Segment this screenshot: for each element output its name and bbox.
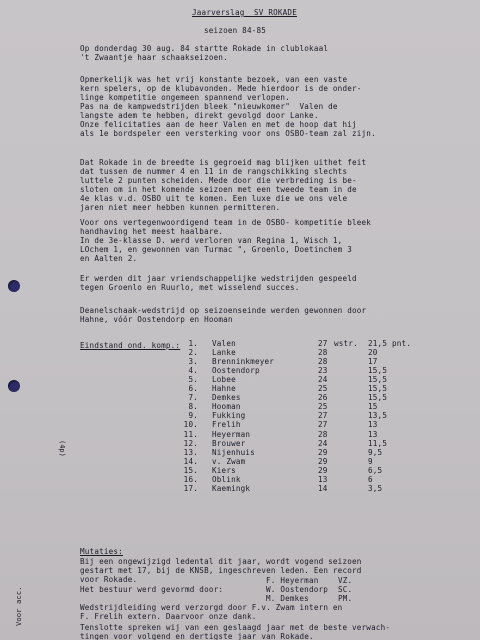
paragraph-3-line-6: jaren niet meer hebben kunnen permitteren. bbox=[80, 203, 281, 213]
mutaties-line-2: gestart met 17, bij de KNSB, ingeschreven leden. Een record bbox=[80, 566, 362, 575]
standings-points: 15 bbox=[368, 402, 378, 412]
standings-games: 27 bbox=[318, 339, 328, 348]
standings-games: 29 bbox=[318, 456, 328, 466]
paragraph-2-line-1: Opmerkelijk was het vrij konstante bezoek, van een vaste bbox=[80, 75, 348, 84]
standings-player-name: Nijenhuis bbox=[212, 447, 255, 457]
paragraph-4-line-3: In de 3e-klasse D. werd verloren van Regina 1, Wisch 1, bbox=[80, 236, 343, 246]
paragraph-3-line-2: dat tussen de nummer 4 en 11 in de rangschikking slechts bbox=[80, 167, 348, 177]
standings-games: 28 bbox=[318, 429, 328, 439]
paragraph-2-line-7: als 1e bordspeler een versterking voor ons OSBO-team zal zijn. bbox=[80, 129, 376, 139]
standings-player-name: Brenninkmeyer bbox=[212, 357, 275, 367]
bestuur-name-2: W. Oostendorp bbox=[266, 585, 329, 594]
standings-player-name: Kiers bbox=[212, 465, 236, 475]
standings-games: 27 bbox=[318, 411, 328, 421]
standings-games: 23 bbox=[318, 366, 328, 376]
standings-points: 20 bbox=[368, 348, 378, 358]
paragraph-4-line-4: LOchem 1, en gewonnen van Turmac ", Groenlo, Doetinchem 3 bbox=[80, 245, 352, 255]
standings-rank: 6. bbox=[188, 384, 198, 394]
standings-games: 25 bbox=[318, 402, 328, 412]
standings-points: 15,5 bbox=[368, 375, 388, 385]
standings-player-name: Brouwer bbox=[212, 438, 246, 448]
standings-games: 25 bbox=[318, 384, 328, 394]
standings-player-name: Hooman bbox=[212, 402, 241, 412]
standings-rank: 16. bbox=[183, 474, 198, 484]
bestuur-name-1: F. Heyerman bbox=[266, 576, 319, 585]
standings-player-name: Oblink bbox=[212, 474, 241, 484]
paragraph-4-line-1: Voor ons vertegenwoordigend team in de OSBO- kompetitie bleek bbox=[80, 218, 372, 227]
bestuur-role-2: SC. bbox=[338, 585, 353, 594]
season-line: seizoen 84-85 bbox=[204, 26, 267, 35]
bestuur-role-3: PM. bbox=[338, 594, 353, 603]
punch-hole-bottom bbox=[8, 380, 20, 392]
standings-points: 9,5 bbox=[368, 447, 383, 457]
closing-line-3: Tenslotte spreken wij van een geslaagd jaar met de beste verwach- bbox=[80, 623, 391, 632]
paragraph-4-line-2: handhaving het meest haalbare. bbox=[80, 227, 224, 237]
standings-player-name: Valen bbox=[212, 339, 236, 348]
standings-rank: 12. bbox=[183, 438, 198, 448]
punch-hole-top bbox=[8, 280, 20, 292]
paragraph-3-line-3: luttele 2 punten scheiden. Mede door die verbreding is be- bbox=[80, 176, 357, 186]
standings-games: 26 bbox=[318, 393, 328, 403]
paragraph-1-line-1: Op donderdag 30 aug. 84 startte Rokade in clublokaal bbox=[80, 44, 329, 53]
closing-line-4: tingen voor volgend en dertigste jaar van Rokade. bbox=[80, 632, 314, 640]
mutaties-line-1: Bij een ongewijzigd ledental dit jaar, wordt vogend seizoen bbox=[80, 557, 362, 566]
standings-rank: 17. bbox=[183, 483, 198, 493]
paragraph-1-line-2: 't Zwaantje haar schaakseizoen. bbox=[80, 53, 228, 63]
closing-line-2: F. Frelih extern. Daarvoor onze dank. bbox=[80, 612, 257, 621]
standings-games: 28 bbox=[318, 348, 328, 358]
standings-points: 3,5 bbox=[368, 483, 383, 493]
paragraph-4-line-5: en Aalten 2. bbox=[80, 254, 138, 264]
standings-player-name: Frelih bbox=[212, 420, 241, 430]
standings-player-name: Demkes bbox=[212, 393, 241, 403]
standings-points: 13 bbox=[368, 420, 378, 430]
standings-points: 6,5 bbox=[368, 465, 383, 475]
standings-rank: 5. bbox=[188, 375, 198, 385]
standings-heading: Eindstand ond. komp.: bbox=[80, 341, 181, 350]
standings-rank: 1. bbox=[188, 339, 198, 348]
standings-games: 29 bbox=[318, 447, 328, 457]
paragraph-2-line-4: Pas na de kampwedstrijden bleek "nieuwkomer" Valen de bbox=[80, 102, 338, 112]
paragraph-2-line-2: kern spelers, op de klubavonden. Mede hierdoor is de onder- bbox=[80, 84, 362, 94]
paragraph-2-line-3: linge kompetitie ongemeen spannend verlopen. bbox=[80, 93, 290, 103]
standings-player-name: v. Zwam bbox=[212, 456, 246, 466]
standings-points: 15,5 bbox=[368, 384, 388, 394]
paragraph-5-line-2: tegen Groenlo en Ruurlo, met wisselend succes. bbox=[80, 283, 300, 293]
standings-points: 9 bbox=[368, 456, 373, 466]
standings-player-name: Kaemingk bbox=[212, 483, 251, 493]
closing-line-1: Wedstrijdleiding werd verzorgd door F.v. Zwam intern en bbox=[80, 603, 343, 612]
standings-points-label: pnt. bbox=[392, 339, 412, 348]
standings-rank: 8. bbox=[188, 402, 198, 412]
paragraph-6-line-1: Deanelschaak-wedstrijd op seizoenseinde werden gewonnen door bbox=[80, 306, 367, 315]
standings-points: 13 bbox=[368, 429, 378, 439]
standings-games: 24 bbox=[318, 438, 328, 448]
standings-points: 15,5 bbox=[368, 393, 388, 403]
standings-player-name: Hahne bbox=[212, 384, 236, 394]
mutaties-heading: Mutaties: bbox=[80, 547, 123, 556]
paragraph-6-line-2: Hahne, vóór Oostendorp en Hooman bbox=[80, 315, 233, 325]
standings-rank: 11. bbox=[183, 429, 198, 439]
standings-games-label: wstr. bbox=[334, 339, 358, 348]
standings-rank: 7. bbox=[188, 393, 198, 403]
standings-rank: 3. bbox=[188, 357, 198, 367]
standings-rank: 4. bbox=[188, 366, 198, 376]
report-title: Jaarverslag SV ROKADE bbox=[192, 8, 297, 17]
standings-games: 27 bbox=[318, 420, 328, 430]
standings-games: 28 bbox=[318, 357, 328, 367]
standings-rank: 15. bbox=[183, 465, 198, 475]
paragraph-2-line-5: langste adem te hebben, direkt gevolgd door Lanke. bbox=[80, 111, 319, 121]
standings-points: 13,5 bbox=[368, 411, 388, 421]
standings-games: 13 bbox=[318, 474, 328, 484]
mutaties-line-3: voor Rokade. bbox=[80, 575, 138, 584]
margin-scribble: (4p) bbox=[58, 440, 66, 457]
standings-points: 15,5 bbox=[368, 366, 388, 376]
standings-rank: 2. bbox=[188, 348, 198, 358]
standings-points: 21,5 bbox=[368, 339, 388, 348]
bestuur-role-1: VZ. bbox=[338, 576, 353, 585]
standings-games: 24 bbox=[318, 375, 328, 385]
paragraph-5-line-1: Er werden dit jaar vriendschappelijke wedstrijden gespeeld bbox=[80, 274, 357, 283]
paragraph-3-line-5: 4e klas v.d. OSBO uit te komen. Een luxe die we ons vele bbox=[80, 194, 348, 204]
standings-rank: 9. bbox=[188, 411, 198, 421]
standings-player-name: Fukking bbox=[212, 411, 246, 421]
standings-rank: 14. bbox=[183, 456, 198, 466]
standings-rank: 10. bbox=[183, 420, 198, 430]
margin-note-voor-acc: Voor acc. bbox=[14, 586, 23, 626]
paragraph-3-line-4: sloten om in het komende seizoen met een tweede team in de bbox=[80, 185, 357, 195]
paragraph-3-line-1: Dat Rokade in de breedte is gegroeid mag blijken uithet feit bbox=[80, 158, 367, 167]
standings-rank: 13. bbox=[183, 447, 198, 457]
bestuur-name-3: M. Demkes bbox=[266, 594, 309, 603]
standings-points: 11,5 bbox=[368, 438, 388, 448]
standings-player-name: Lanke bbox=[212, 348, 236, 358]
paragraph-2-line-6: Onze felicitaties aan de heer Valen en met de hoop dat hij bbox=[80, 120, 357, 130]
standings-games: 14 bbox=[318, 483, 328, 493]
standings-player-name: Heyerman bbox=[212, 429, 251, 439]
bestuur-intro: Het bestuur werd gevormd door: bbox=[80, 585, 224, 594]
standings-games: 29 bbox=[318, 465, 328, 475]
standings-points: 17 bbox=[368, 357, 378, 367]
standings-player-name: Lobee bbox=[212, 375, 236, 385]
standings-player-name: Oostendorp bbox=[212, 366, 260, 376]
standings-points: 6 bbox=[368, 474, 373, 484]
